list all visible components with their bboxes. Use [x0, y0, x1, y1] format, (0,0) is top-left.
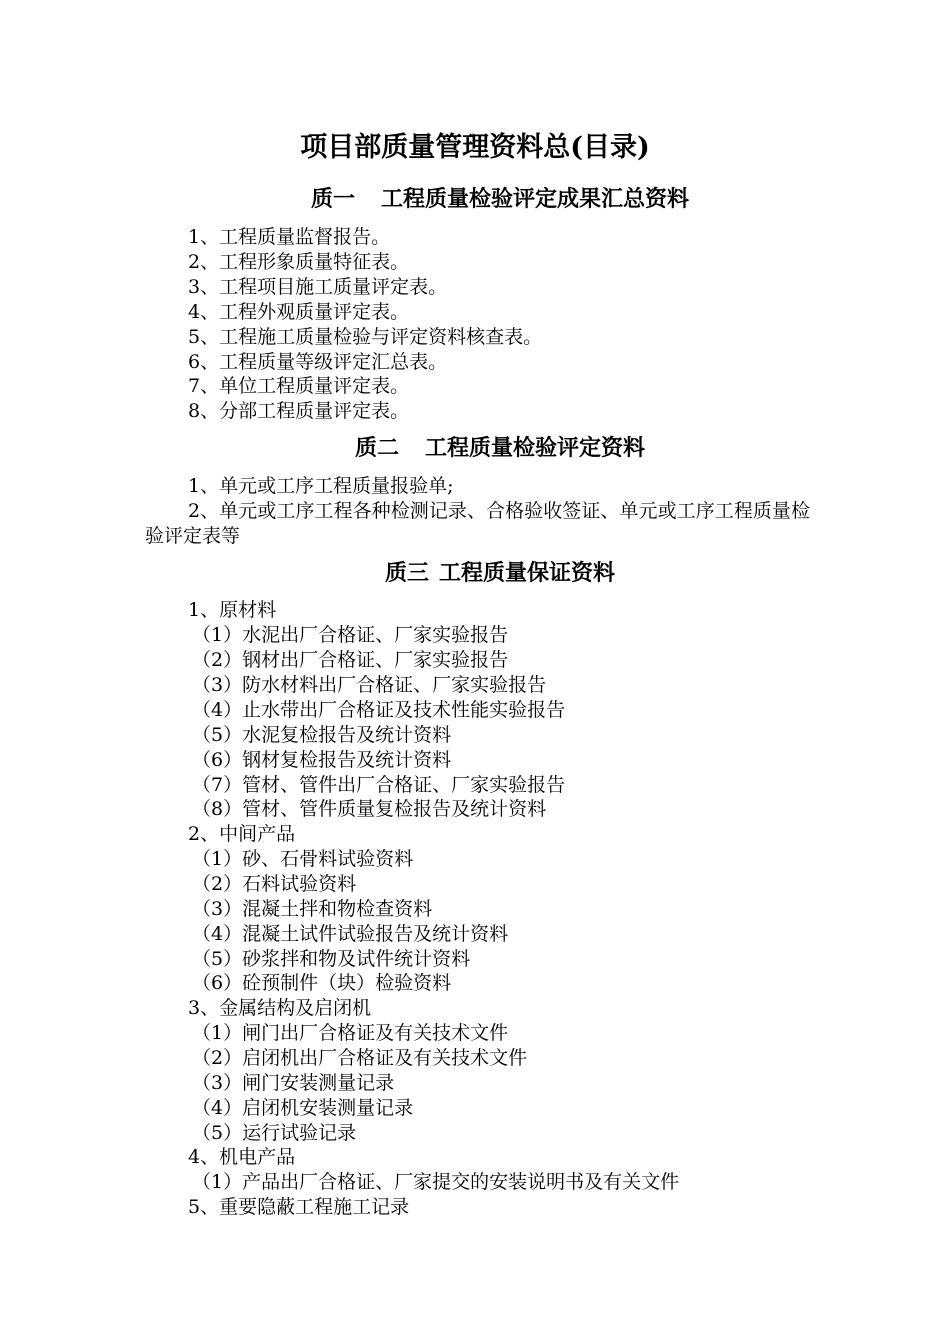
list-item: 4、工程外观质量评定表。 [188, 301, 410, 323]
section-2-title: 工程质量检验评定资料 [425, 436, 646, 461]
list-item: （3）防水材料出厂合格证、厂家实验报告 [192, 674, 547, 696]
list-item: 6、工程质量等级评定汇总表。 [188, 351, 448, 373]
document-title: 项目部质量管理资料总(目录) [300, 132, 650, 163]
list-item: （7）管材、管件出厂合格证、厂家实验报告 [192, 774, 566, 796]
list-item: （5）运行试验记录 [192, 1122, 357, 1144]
group-label: 1、原材料 [188, 599, 277, 621]
list-item: （5）砂浆拌和物及试件统计资料 [192, 948, 471, 970]
list-item: （2）石料试验资料 [192, 873, 357, 895]
list-item: （3）混凝土拌和物检查资料 [192, 898, 433, 920]
list-item: （4）混凝土试件试验报告及统计资料 [192, 923, 509, 945]
group-label: 3、金属结构及启闭机 [188, 997, 372, 1019]
list-item: （1）水泥出厂合格证、厂家实验报告 [192, 624, 509, 646]
list-item: 2、工程形象质量特征表。 [188, 251, 410, 273]
section-2-heading [0, 434, 950, 464]
list-item: （8）管材、管件质量复检报告及统计资料 [192, 798, 547, 820]
group-label: 5、重要隐蔽工程施工记录 [188, 1196, 410, 1218]
section-2-code: 质二 [354, 436, 399, 461]
list-item: 8、分部工程质量评定表。 [188, 400, 410, 422]
list-item: （4）启闭机安装测量记录 [192, 1097, 414, 1119]
list-item: 5、工程施工质量检验与评定资料核查表。 [188, 326, 543, 348]
group-label: 4、机电产品 [188, 1146, 296, 1168]
section-3-code: 质三 [384, 561, 429, 586]
list-item: （1）砂、石骨料试验资料 [192, 848, 414, 870]
section-1-heading [0, 185, 950, 215]
list-item: 3、工程项目施工质量评定表。 [188, 276, 448, 298]
list-item: （4）止水带出厂合格证及技术性能实验报告 [192, 699, 566, 721]
section-1-title: 工程质量检验评定成果汇总资料 [381, 187, 690, 212]
list-item: （2）钢材出厂合格证、厂家实验报告 [192, 649, 509, 671]
list-item: （1）产品出厂合格证、厂家提交的安装说明书及有关文件 [192, 1171, 680, 1193]
list-item: （1）闸门出厂合格证及有关技术文件 [192, 1022, 509, 1044]
section-1-code: 质一 [310, 187, 355, 212]
list-paragraph: 2、单元或工序工程各种检测记录、合格验收签证、单元或工序工程质量检验评定表等 [145, 500, 810, 547]
list-item: （3）闸门安装测量记录 [192, 1072, 395, 1094]
list-item: 1、单元或工序工程质量报验单; [188, 475, 454, 497]
list-item: （2）启闭机出厂合格证及有关技术文件 [192, 1047, 528, 1069]
list-item: （5）水泥复检报告及统计资料 [192, 724, 452, 746]
section-3-heading [0, 559, 950, 589]
list-item: （6）钢材复检报告及统计资料 [192, 749, 452, 771]
section-3-title: 工程质量保证资料 [439, 561, 616, 586]
list-item: 1、工程质量监督报告。 [188, 226, 391, 248]
list-item: 7、单位工程质量评定表。 [188, 375, 410, 397]
list-item: （6）砼预制件（块）检验资料 [192, 972, 452, 994]
group-label: 2、中间产品 [188, 823, 296, 845]
